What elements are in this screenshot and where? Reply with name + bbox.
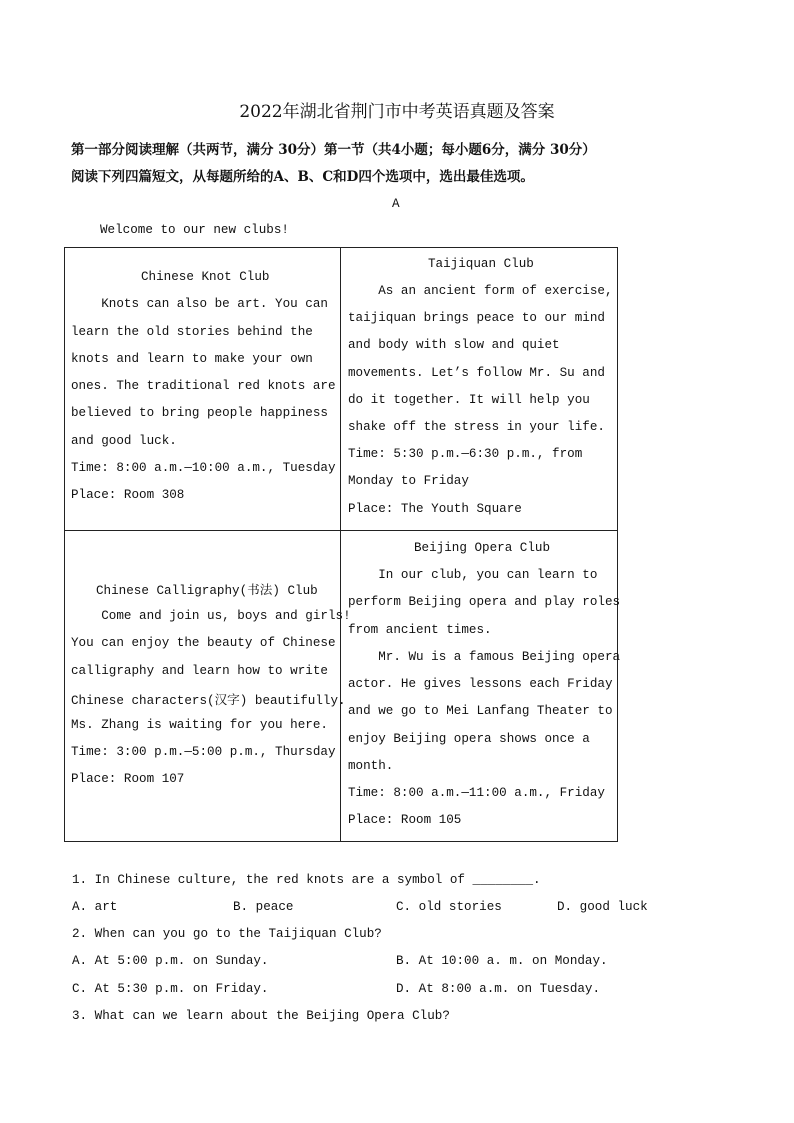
club-text-line: perform Beijing opera and play roles — [348, 595, 621, 609]
club-cell-taijiquan — [340, 247, 618, 531]
club-text-line: calligraphy and learn how to write — [71, 664, 328, 678]
club-text-line: movements. Let’s follow Mr. Su and — [348, 366, 605, 380]
club-text-line: Knots can also be art. You can — [71, 297, 328, 311]
club-text-line: believed to bring people happiness — [71, 406, 328, 420]
question-2-option-c: C. At 5:30 p.m. on Friday. — [72, 982, 269, 996]
club-text-line: from ancient times. — [348, 623, 492, 637]
club-text-line: Come and join us, boys and girls! — [71, 609, 351, 623]
club-text-line: Ms. Zhang is waiting for you here. — [71, 718, 328, 732]
club-time: Time: 3:00 p.m.—5:00 p.m., Thursday — [71, 745, 336, 759]
club-text-line: taijiquan brings peace to our mind — [348, 311, 605, 325]
club-text-line: and good luck. — [71, 434, 177, 448]
question-2-stem: 2. When can you go to the Taijiquan Club? — [72, 927, 382, 941]
reading-instructions: 阅读下列四篇短文，从每题所给的A、B、C和D四个选项中，选出最佳选项。 — [71, 169, 534, 185]
club-text-line: learn the old stories behind the — [71, 325, 313, 339]
club-text-line: actor. He gives lessons each Friday — [348, 677, 613, 691]
club-name: Taijiquan Club — [428, 257, 534, 271]
question-1-option-b: B. peace — [233, 900, 294, 914]
club-text-line: In our club, you can learn to — [348, 568, 598, 582]
club-text-line: ones. The traditional red knots are — [71, 379, 336, 393]
question-1-option-d: D. good luck — [557, 900, 648, 914]
club-time-cont: Monday to Friday — [348, 474, 469, 488]
question-2-option-d: D. At 8:00 a.m. on Tuesday. — [396, 982, 601, 996]
page-title: 2022年湖北省荆门市中考英语真题及答案 — [239, 102, 555, 122]
club-text-line: and we go to Mei Lanfang Theater to — [348, 704, 613, 718]
question-1-stem: 1. In Chinese culture, the red knots are a symbol of ________. — [72, 873, 541, 887]
club-text-line: knots and learn to make your own — [71, 352, 313, 366]
club-cell-calligraphy — [64, 530, 351, 842]
club-text-line: month. — [348, 759, 394, 773]
club-text-line: do it together. It will help you — [348, 393, 590, 407]
club-cell-knot — [64, 247, 341, 531]
club-time: Time: 5:30 p.m.—6:30 p.m., from — [348, 447, 583, 461]
club-place: Place: Room 107 — [71, 772, 185, 786]
club-text-line: Mr. Wu is a famous Beijing opera — [348, 650, 621, 664]
club-name: Chinese Knot Club — [141, 270, 270, 284]
question-3-stem: 3. What can we learn about the Beijing Opera Club? — [72, 1009, 450, 1023]
club-text-line: enjoy Beijing opera shows once a — [348, 732, 590, 746]
question-2-option-a: A. At 5:00 p.m. on Sunday. — [72, 954, 269, 968]
club-cell-opera — [340, 530, 621, 842]
club-text-line: As an ancient form of exercise, — [348, 284, 613, 298]
club-time: Time: 8:00 a.m.—11:00 a.m., Friday — [348, 786, 605, 800]
club-place: Place: The Youth Square — [348, 502, 522, 516]
question-1-option-c: C. old stories — [396, 900, 502, 914]
club-text-line: You can enjoy the beauty of Chinese — [71, 636, 336, 650]
passage-intro: Welcome to our new clubs! — [100, 223, 289, 237]
club-text-line: and body with slow and quiet — [348, 338, 560, 352]
club-text-line: shake off the stress in your life. — [348, 420, 605, 434]
club-time: Time: 8:00 a.m.—10:00 a.m., Tuesday — [71, 461, 336, 475]
question-1-option-a: A. art — [72, 900, 118, 914]
club-name: Beijing Opera Club — [414, 541, 551, 555]
club-place: Place: Room 105 — [348, 813, 462, 827]
section-instructions: 第一部分阅读理解（共两节，满分 30分）第一节（共4小题；每小题6分，满分 30分） — [71, 142, 596, 158]
passage-label: A — [392, 197, 400, 211]
question-2-option-b: B. At 10:00 a. m. on Monday. — [396, 954, 608, 968]
club-name: Chinese Calligraphy(书法) Club — [96, 584, 318, 598]
club-place: Place: Room 308 — [71, 488, 185, 502]
club-text-line: Chinese characters(汉字) beautifully. — [71, 694, 346, 708]
